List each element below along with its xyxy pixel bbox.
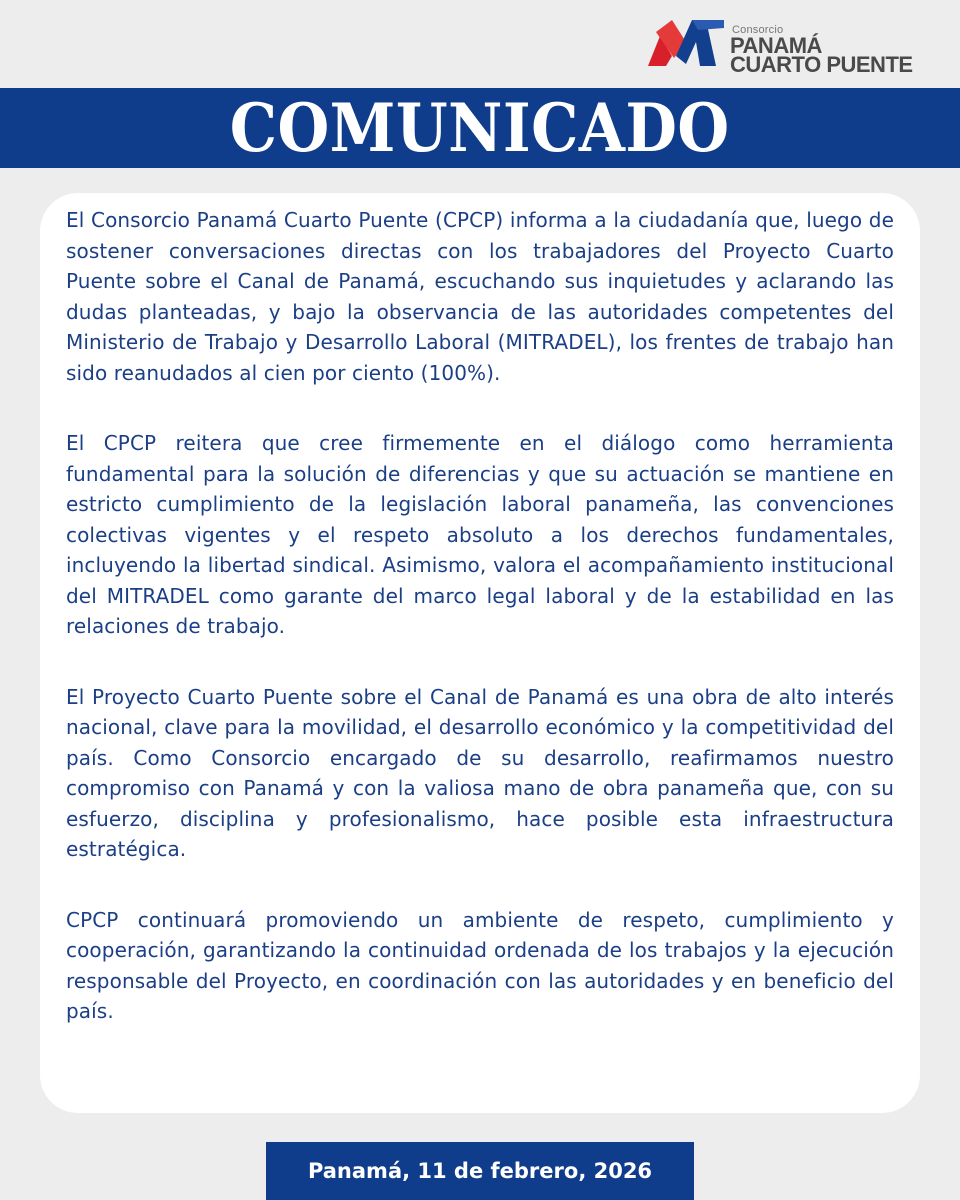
statement-paragraph: El CPCP reitera que cree firmemente en el diálogo como herramienta fundamental para la solución de diferencias y que su actuación se mantiene en estricto cumplimiento de la legislación laboral panameña, las convenciones colectivas vigentes y el respeto absoluto a los derechos fundamentales, incluyendo la libertad sindical. Asimismo, valora el acompañamiento institucional del MITRADEL como garante del marco legal laboral y de la estabilidad en las relaciones de trabajo. bbox=[66, 431, 894, 638]
statement-paragraph: CPCP continuará promoviendo un ambiente de respeto, cumplimiento y cooperación, garantizando la continuidad ordenada de los trabajos y la ejecución responsable del Proyecto, en coordinación con las autoridades y en beneficio del país. bbox=[66, 907, 894, 1023]
statement-paragraph: El Consorcio Panamá Cuarto Puente (CPCP) informa a la ciudadanía que, luego de sostener conversaciones directas con los trabajadores del Proyecto Cuarto Puente sobre el Canal de Panamá, escuchando sus inquietudes y aclarando las dudas planteadas, y bajo la observancia de las autoridades competentes del Ministerio de Trabajo y Desarrollo Laboral (MITRADEL), los frentes de trabajo han sido reanudados al cien por ciento (100%). bbox=[66, 208, 894, 385]
logo-cuarto-puente-text: CUARTO PUENTE bbox=[730, 52, 913, 77]
consortium-logo bbox=[646, 18, 916, 77]
logo-panama-text: PANAMÁ bbox=[730, 33, 822, 58]
date-footer bbox=[266, 1142, 694, 1200]
statement-paragraph: El Proyecto Cuarto Puente sobre el Canal de Panamá es una obra de alto interés nacional, clave para la movilidad, el desarrollo económico y la competitividad del país. Como Consorcio encargado de su desarrollo, reafirmamos nuestro compromiso con Panamá y con la valiosa mano de obra panameña que, con su esfuerzo, disciplina y profesionalismo, hace posible esta infraestructura estratégica. bbox=[66, 684, 894, 861]
logo-m-mark-icon bbox=[646, 18, 726, 70]
logo-consorcio-text: Consorcio bbox=[732, 24, 784, 36]
title-banner bbox=[0, 88, 960, 168]
statement-card bbox=[40, 193, 920, 1113]
page-title: COMUNICADO bbox=[230, 89, 730, 167]
date-text: Panamá, 11 de febrero, 2026 bbox=[307, 1159, 653, 1183]
